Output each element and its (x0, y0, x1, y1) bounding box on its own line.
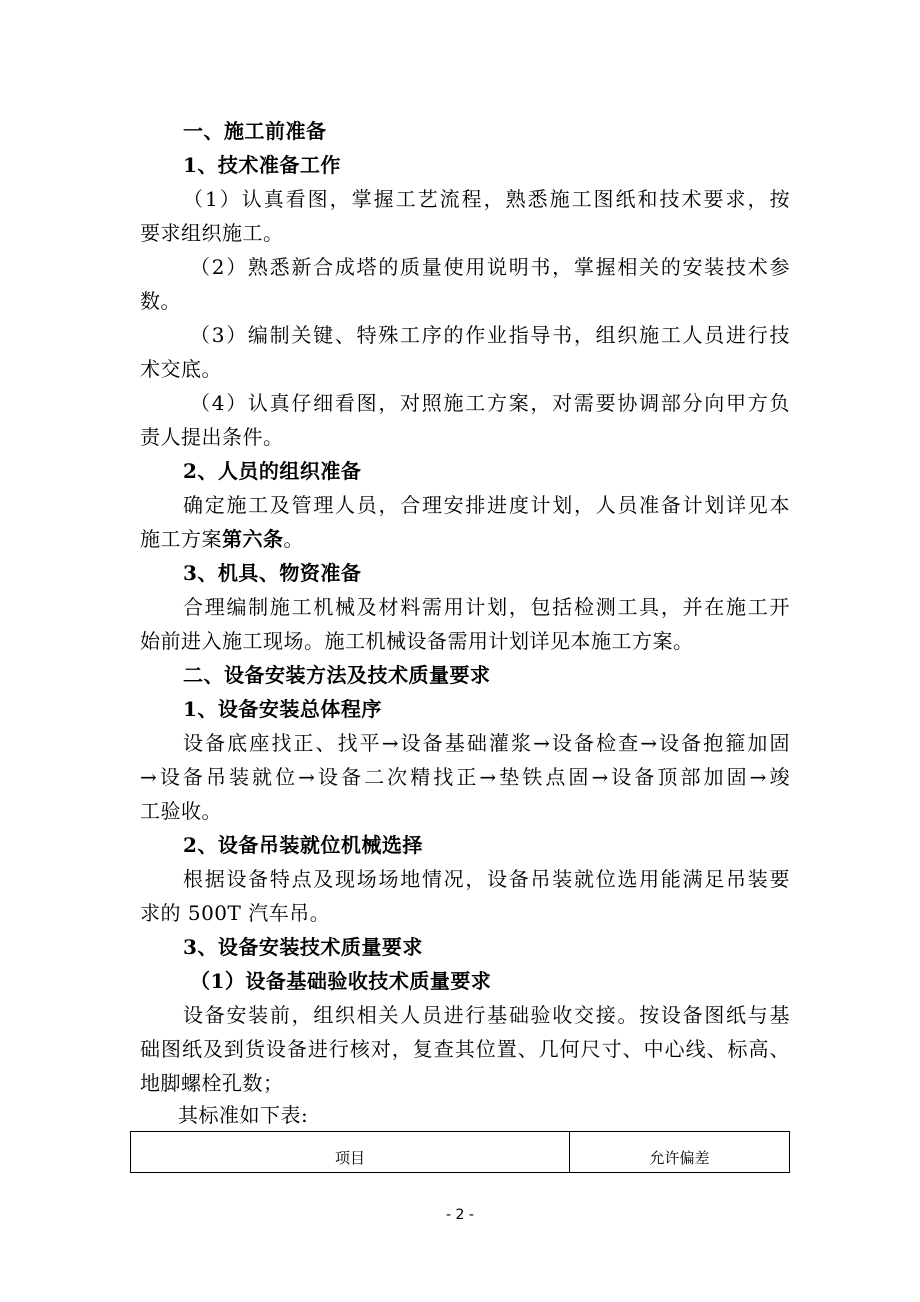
paragraph-line: →设备吊装就位→设备二次精找正→垫铁点固→设备顶部加固→竣 (140, 765, 790, 789)
text-span: 。 (283, 527, 304, 551)
paragraph-line: 要求组织施工。 (140, 221, 284, 245)
paragraph-line: 设备安装前，组织相关人员进行基础验收交接。按设备图纸与基 (183, 1003, 790, 1027)
paragraph-line: 责人提出条件。 (140, 425, 284, 449)
text-span: 施工方案 (140, 527, 222, 551)
table-header-cell: 项目 (131, 1132, 570, 1173)
paragraph-line: 根据设备特点及现场场地情况，设备吊装就位选用能满足吊装要 (183, 867, 790, 891)
subsection-heading: 2、人员的组织准备 (183, 459, 362, 483)
table-header-cell: 允许偏差 (570, 1132, 790, 1173)
paragraph-line: 始前进入施工现场。施工机械设备需用计划详见本施工方案。 (140, 629, 694, 653)
paragraph-line: （2）熟悉新合成塔的质量使用说明书，掌握相关的安装技术参 (190, 255, 790, 279)
section-heading: 一、施工前准备 (183, 119, 327, 143)
paragraph-line: （3）编制关键、特殊工序的作业指导书，组织施工人员进行技 (190, 323, 790, 347)
paragraph-line: 地脚螺栓孔数； (140, 1071, 284, 1095)
bold-reference: 第六条 (222, 527, 284, 551)
paragraph-line: 合理编制施工机械及材料需用计划，包括检测工具，并在施工开 (183, 595, 790, 619)
subsection-heading: 3、设备安装技术质量要求 (183, 935, 423, 959)
paragraph-line: 确定施工及管理人员，合理安排进度计划，人员准备计划详见本 (183, 493, 790, 517)
paragraph-line: 数。 (140, 289, 181, 313)
paragraph-line: 术交底。 (140, 357, 222, 381)
paragraph-line: （1）认真看图，掌握工艺流程，熟悉施工图纸和技术要求，按 (183, 187, 790, 211)
subsection-heading: 3、机具、物资准备 (183, 561, 362, 585)
subsection-heading: 1、设备安装总体程序 (183, 697, 382, 721)
paragraph-line (140, 522, 790, 556)
table-intro: 其标准如下表: (178, 1103, 309, 1127)
page-number: - 2 - (446, 1207, 474, 1223)
subsection-heading: 2、设备吊装就位机械选择 (183, 833, 423, 857)
section-heading: 二、设备安装方法及技术质量要求 (183, 663, 491, 687)
item-heading: （1）设备基础验收技术质量要求 (190, 969, 492, 993)
standards-table (130, 1131, 790, 1173)
subsection-heading: 1、技术准备工作 (183, 153, 341, 177)
paragraph-line: 求的 500T 汽车吊。 (140, 901, 331, 925)
paragraph-line: 设备底座找正、找平→设备基础灌浆→设备检查→设备抱箍加固 (183, 731, 790, 755)
table-header-row (131, 1132, 790, 1173)
paragraph-line: 工验收。 (140, 799, 222, 823)
paragraph-line: （4）认真仔细看图，对照施工方案，对需要协调部分向甲方负 (190, 391, 790, 415)
paragraph-line: 础图纸及到货设备进行核对，复查其位置、几何尺寸、中心线、标高、 (140, 1037, 790, 1061)
